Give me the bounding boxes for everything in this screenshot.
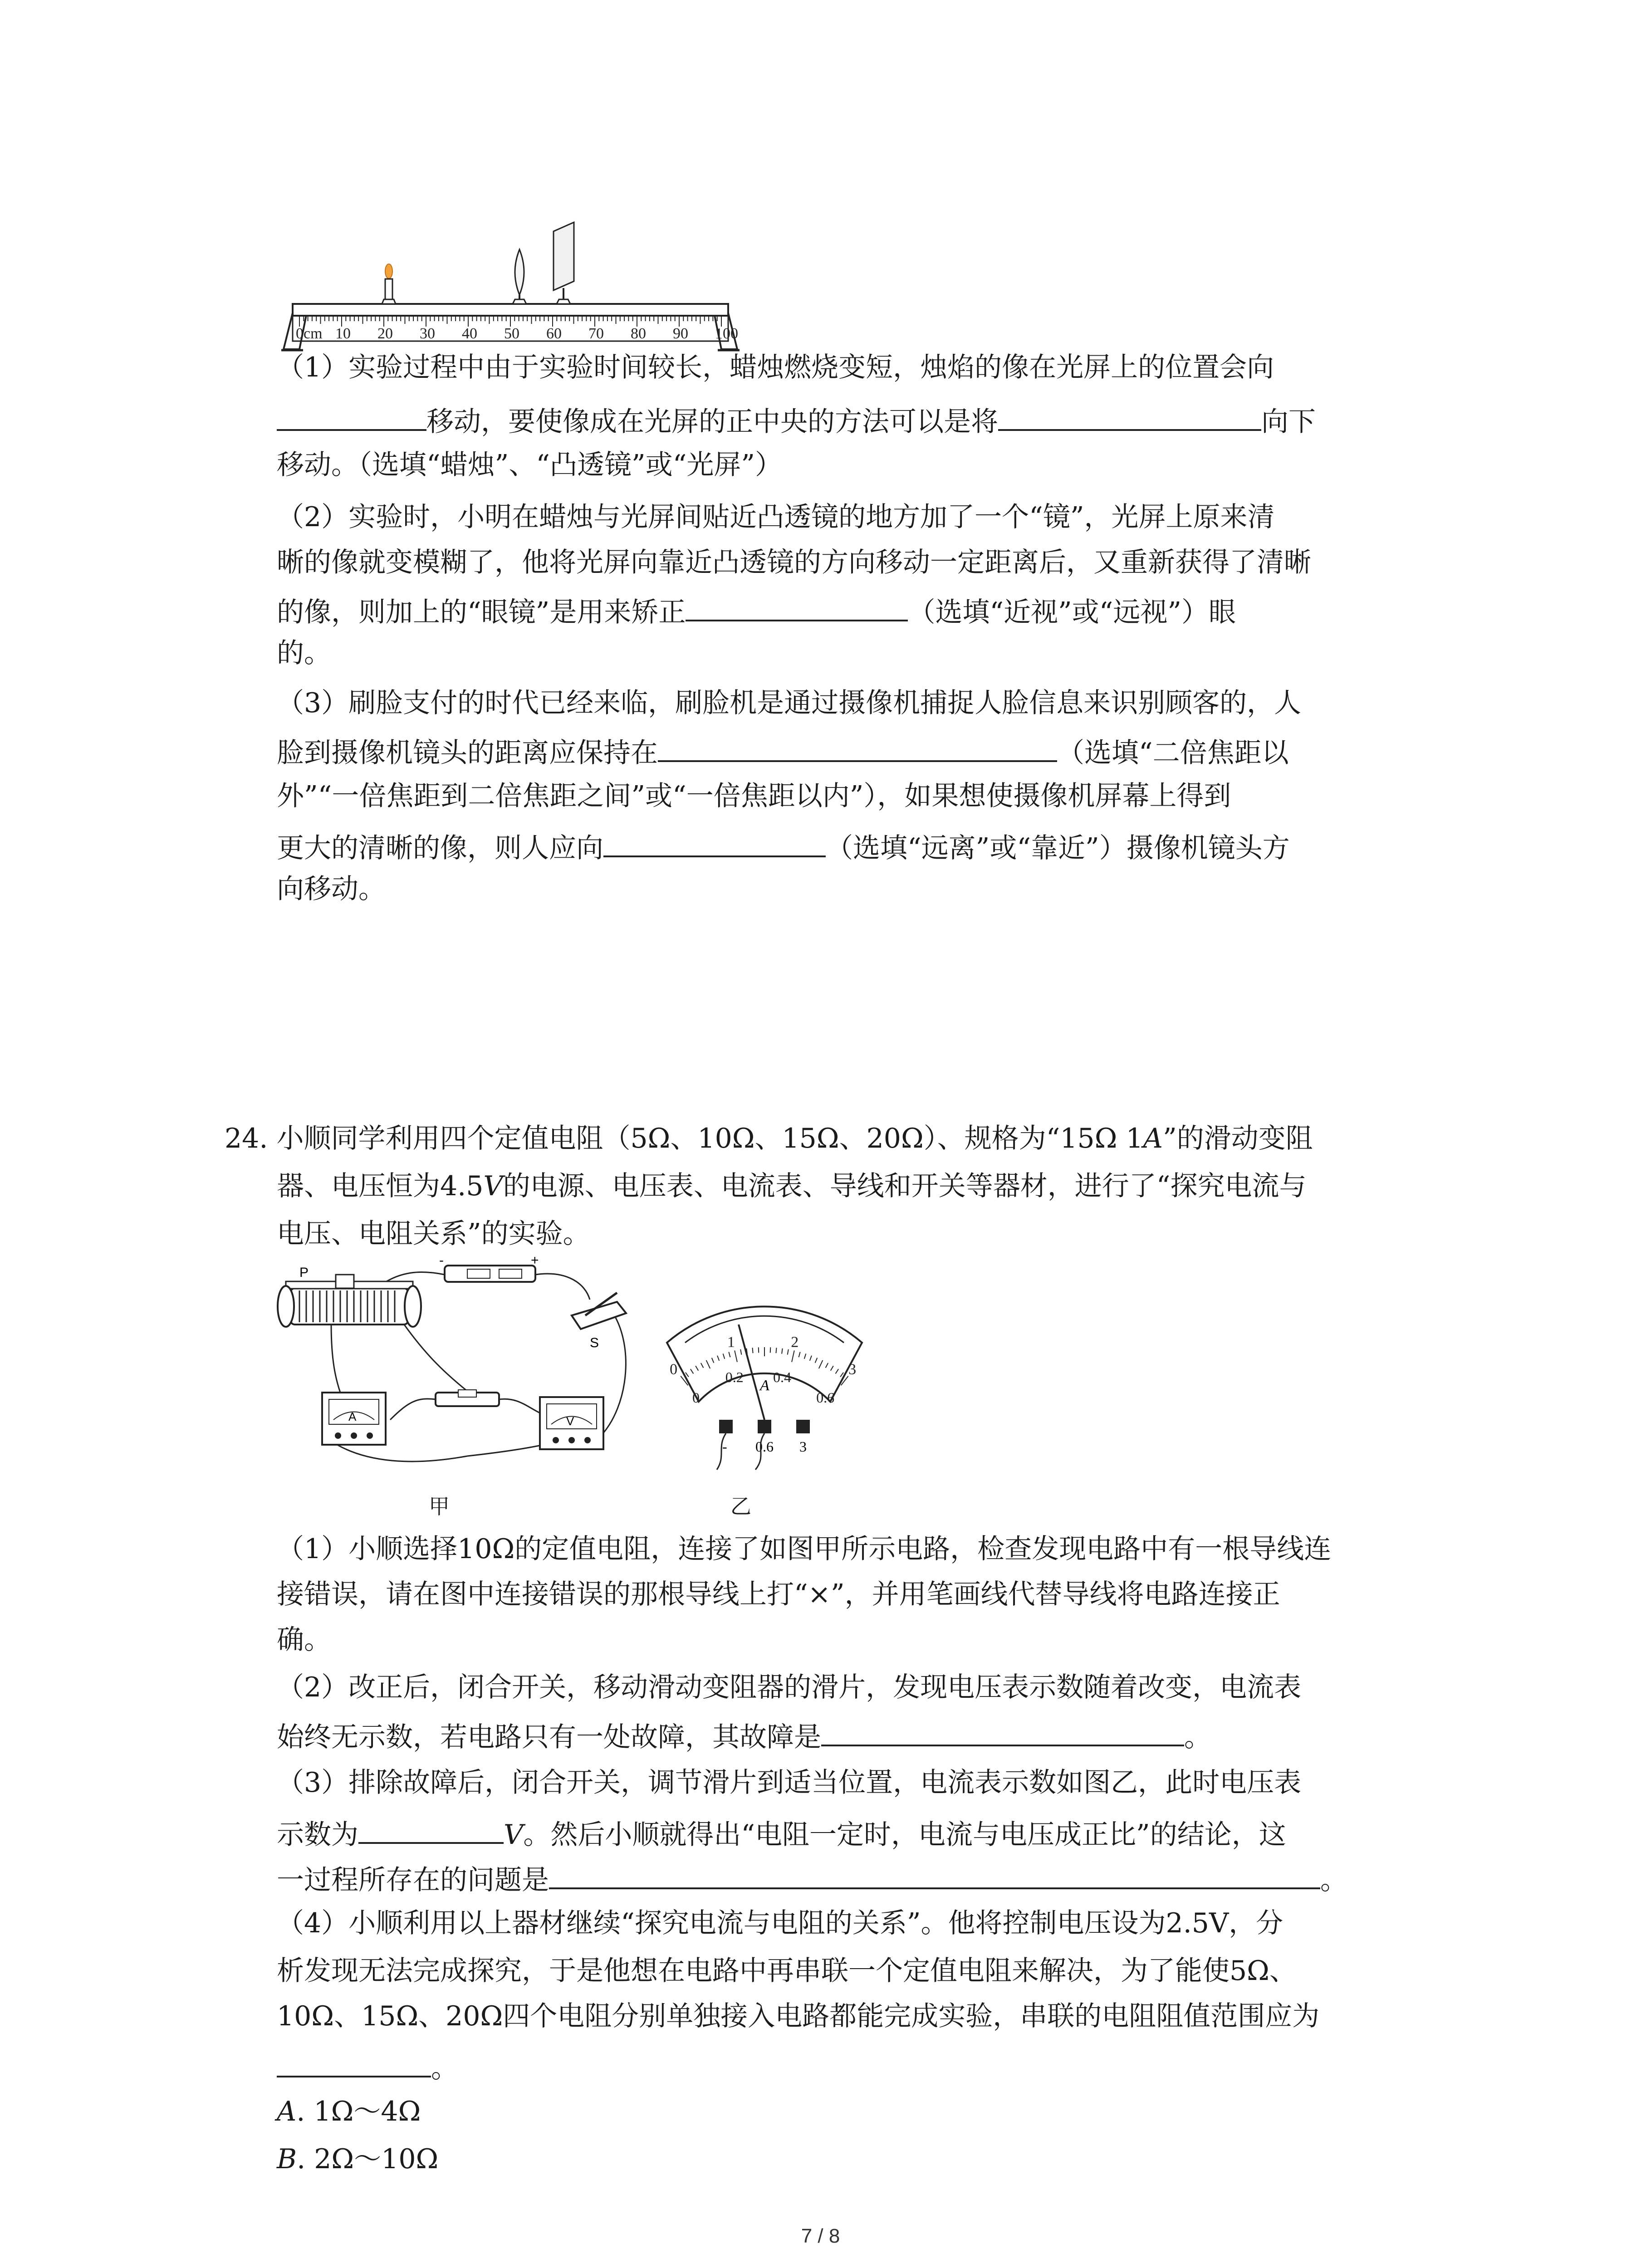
optical-bench-svg <box>281 218 740 354</box>
bench-tick-label: 30 <box>420 325 435 342</box>
dial-lower-label: 0.2 <box>725 1369 744 1386</box>
option-b-letter: B <box>277 2143 297 2175</box>
light-screen <box>554 222 574 304</box>
q23-p3-line5: 向移动。 <box>277 873 386 905</box>
dial-lower-label: 0.4 <box>773 1369 792 1386</box>
q24-p4-line4-text-b: 。 <box>431 2053 458 2084</box>
q24-blank-3[interactable] <box>549 1857 1320 1889</box>
q24-p1-line3: 确。 <box>277 1624 331 1656</box>
q24-p2-line2-text-b: 。 <box>1184 1721 1211 1753</box>
terminal-label-3: 3 <box>799 1438 807 1455</box>
caption-yi: 乙 <box>730 1494 751 1519</box>
voltmeter-letter: V <box>566 1414 574 1428</box>
q24-p2-line2-text-a: 始终无示数，若电路只有一处故障，其故障是 <box>277 1721 821 1753</box>
dial-lower-label: 0.6 <box>816 1389 835 1406</box>
dial-upper-label: 0 <box>670 1361 678 1378</box>
q24-p3-unit-v: V <box>504 1819 524 1851</box>
dial-upper-label: 3 <box>848 1361 857 1378</box>
dial-upper-label: 1 <box>727 1334 735 1351</box>
battery <box>439 1256 539 1282</box>
battery-plus: + <box>531 1256 539 1268</box>
q24-p4-line1: （4）小顺利用以上器材继续“探究电流与电阻的关系”。他将控制电压设为2.5V，分 <box>277 1907 1283 1939</box>
q24-blank-4[interactable] <box>277 2046 431 2077</box>
bench-tick-label: 60 <box>546 325 562 342</box>
convex-lens <box>513 249 526 304</box>
ammeter <box>322 1393 386 1445</box>
q23-p1-line2-text-a: 移动，要使像成在光屏的正中央的方法可以是将 <box>426 406 998 438</box>
q24-p3-line2-text-a: 示数为 <box>277 1819 358 1851</box>
q24-option-a[interactable] <box>277 2093 421 2130</box>
q24-p1-line2: 接错误，请在图中连接错误的那根导线上打“×”，并用笔画线代替导线将电路连接正 <box>277 1579 1280 1610</box>
q23-p3-line3: 外”“一倍焦距到二倍焦距之间”或“一倍焦距以内”），如果想使摄像机屏幕上得到 <box>277 780 1231 812</box>
q23-blank-1[interactable] <box>277 399 426 431</box>
candle <box>382 264 396 304</box>
terminal-label-minus: - <box>722 1438 727 1455</box>
optical-bench-figure <box>281 218 740 354</box>
q24-p4-line3: 10Ω、15Ω、20Ω四个电阻分别单独接入电路都能完成实验，串联的电阻阻值范围应为 <box>277 2000 1320 2032</box>
ammeter-letter: A <box>348 1410 357 1423</box>
terminal-label-06: 0.6 <box>755 1438 774 1455</box>
q24-p4-line2: 析发现无法完成探究，于是他想在电路中再串联一个定值电阻来解决，为了能使5Ω、 <box>277 1955 1297 1987</box>
q23-p2-line3 <box>277 590 1236 631</box>
option-a-letter: A <box>277 2096 297 2127</box>
bench-tick-label: 90 <box>673 325 688 342</box>
q24-blank-1[interactable] <box>821 1715 1184 1746</box>
option-a-text: . 1Ω～4Ω <box>296 2096 421 2127</box>
q24-p3-line3-text-b: 。 <box>1320 1864 1347 1896</box>
q23-blank-3[interactable] <box>686 590 908 621</box>
q24-stem-line2-text-a: 器、电压恒为4.5 <box>277 1170 484 1202</box>
q23-blank-5[interactable] <box>603 826 826 857</box>
q23-p1-line3: 移动。（选填“蜡烛”、“凸透镜”或“光屏”） <box>277 449 783 481</box>
bench-tick-label: 80 <box>631 325 646 342</box>
q23-p2-line4: 的。 <box>277 637 331 669</box>
q23-blank-4[interactable] <box>658 730 1057 762</box>
bench-tick-label: 40 <box>462 325 477 342</box>
caption-jia: 甲 <box>429 1494 450 1519</box>
q23-p3-line4-text-b: （选填“远离”或“靠近”）摄像机镜头方 <box>826 832 1290 864</box>
terminal-3 <box>796 1420 810 1433</box>
dial-svg <box>658 1284 871 1474</box>
dial-lower-label: 0 <box>692 1389 700 1406</box>
q24-option-b[interactable] <box>277 2141 438 2177</box>
q23-blank-2[interactable] <box>998 399 1261 431</box>
fixed-resistor <box>436 1390 499 1406</box>
dial-unit-letter: A <box>760 1377 769 1394</box>
rheostat <box>278 1265 421 1327</box>
bench-tick-label: 70 <box>588 325 604 342</box>
q24-stem-line2 <box>277 1168 1306 1204</box>
circuit-svg <box>272 1256 644 1474</box>
option-b-text: . 2Ω～10Ω <box>297 2143 439 2175</box>
q23-p3-line2 <box>277 730 1289 771</box>
bench-tick-label: 100 <box>715 325 738 342</box>
dial-upper-label: 2 <box>791 1334 799 1351</box>
label-p: P <box>299 1265 309 1280</box>
bench-tick-label: 20 <box>377 325 393 342</box>
q24-p4-line4 <box>277 2046 458 2087</box>
q24-p1-line1: （1）小顺选择10Ω的定值电阻，连接了如图甲所示电路，检查发现电路中有一根导线连 <box>277 1533 1332 1565</box>
q24-p2-line2 <box>277 1715 1211 1755</box>
voltmeter <box>540 1397 603 1449</box>
terminal-06 <box>758 1420 771 1433</box>
q24-stem-unit-a: A <box>1143 1123 1163 1154</box>
q24-stem-line1-text-a: 24. 小顺同学利用四个定值电阻（5Ω、10Ω、15Ω、20Ω）、规格为“15Ω 1 <box>225 1123 1143 1154</box>
bench-tick-label: 10 <box>335 325 351 342</box>
q23-p3-line2-text-a: 脸到摄像机镜头的距离应保持在 <box>277 737 658 769</box>
q24-stem-line2-text-b: 的电源、电压表、电流表、导线和开关等器材，进行了“探究电流与 <box>503 1170 1307 1202</box>
q23-p3-line4-text-a: 更大的清晰的像，则人应向 <box>277 832 603 864</box>
q24-blank-2[interactable] <box>358 1812 504 1844</box>
terminal-minus <box>719 1420 733 1433</box>
bench-rail <box>293 304 728 316</box>
q23-p1-line2 <box>277 399 1316 440</box>
q24-stem-line1-text-b: ”的滑动变阻 <box>1163 1123 1313 1154</box>
bench-tick-label: 50 <box>504 325 519 342</box>
q23-p2-line3-text-b: （选填“近视”或“远视”）眼 <box>908 596 1236 628</box>
q23-p1-line2-text-b: 向下 <box>1261 406 1316 438</box>
page-number: 7 / 8 <box>801 2225 840 2247</box>
dial-tick <box>770 1347 771 1353</box>
q24-stem-line1 <box>225 1120 1313 1157</box>
q24-p3-line2-text-b: 。然后小顺就得出“电阻一定时，电流与电压成正比”的结论，这 <box>523 1819 1286 1851</box>
circuit-figure-jia <box>272 1256 644 1474</box>
q24-p3-line2 <box>277 1812 1286 1853</box>
q23-p3-line1: （3）刷脸支付的时代已经来临，刷脸机是通过摄像机捕捉人脸信息来识别顾客的，人 <box>277 687 1302 719</box>
label-s: S <box>590 1335 599 1350</box>
q24-p3-line3 <box>277 1857 1347 1898</box>
q23-p2-line2: 晰的像就变模糊了，他将光屏向靠近凸透镜的方向移动一定距离后，又重新获得了清晰 <box>277 547 1311 578</box>
q23-p2-line3-text-a: 的像，则加上的“眼镜”是用来矫正 <box>277 596 686 628</box>
q24-p3-line3-text-a: 一过程所存在的问题是 <box>277 1864 549 1896</box>
q24-stem-line3: 电压、电阻关系”的实验。 <box>277 1218 590 1250</box>
q24-p2-line1: （2）改正后，闭合开关，移动滑动变阻器的滑片，发现电压表示数随着改变，电流表 <box>277 1672 1302 1703</box>
bench-tick-label: 0cm <box>296 325 323 342</box>
q24-stem-unit-v: V <box>483 1170 503 1202</box>
q23-p2-line1: （2）实验时，小明在蜡烛与光屏间贴近凸透镜的地方加了一个“镜”，光屏上原来清 <box>277 501 1275 533</box>
q23-p1-line1: （1）实验过程中由于实验时间较长，蜡烛燃烧变短，烛焰的像在光屏上的位置会向 <box>277 352 1274 383</box>
candle-flame <box>385 264 392 279</box>
q24-p3-line1: （3）排除故障后，闭合开关，调节滑片到适当位置，电流表示数如图乙，此时电压表 <box>277 1767 1302 1799</box>
ammeter-dial-figure-yi <box>658 1284 871 1474</box>
q23-p3-line4 <box>277 826 1290 866</box>
battery-minus: - <box>439 1256 444 1268</box>
q23-p3-line2-text-b: （选填“二倍焦距以 <box>1057 737 1289 769</box>
